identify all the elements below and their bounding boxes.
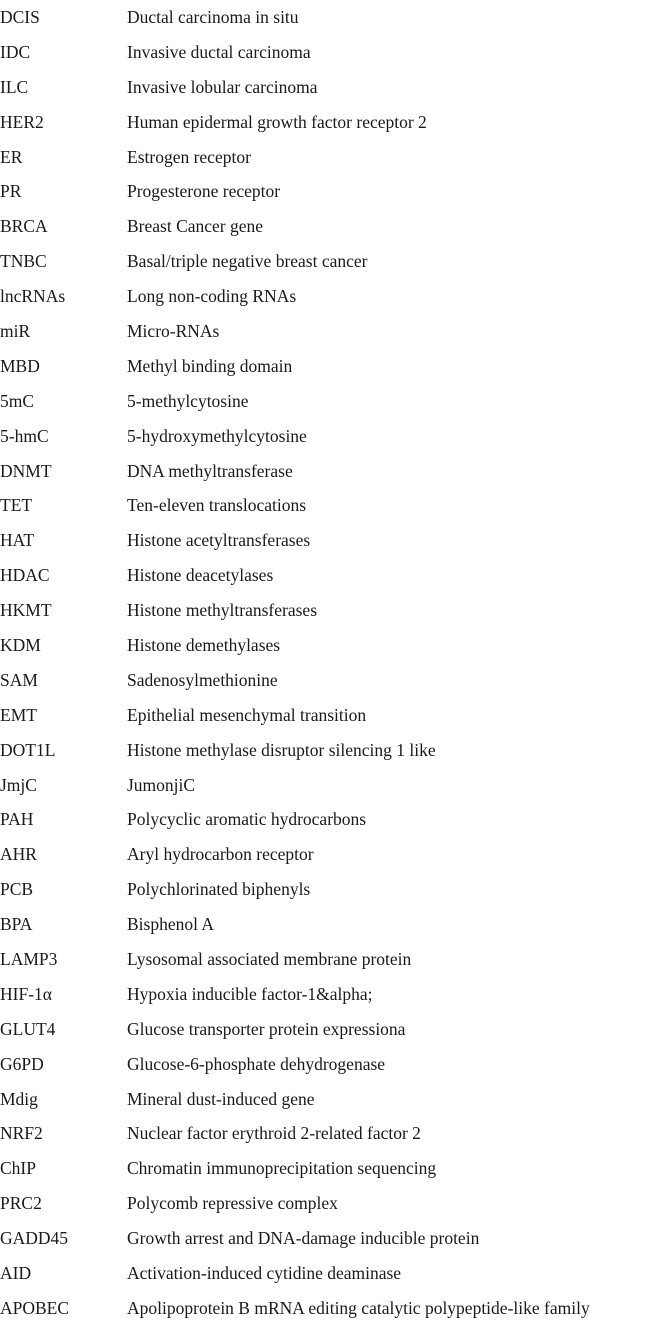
abbreviation-cell: JmjC	[0, 774, 37, 795]
table-row	[0, 977, 648, 1012]
definition-cell: Histone methyltransferases	[127, 600, 318, 621]
abbreviation-cell: lncRNAs	[0, 286, 66, 307]
abbreviation-cell: miR	[0, 320, 31, 341]
abbreviation-cell: 5-hmC	[0, 425, 49, 446]
abbreviation-cell: PRC2	[0, 1193, 42, 1214]
definition-cell: Polychlorinated biphenyls	[127, 879, 311, 900]
definition-cell: 5-methylcytosine	[127, 390, 249, 411]
table-row	[0, 698, 648, 733]
table-row	[0, 733, 648, 768]
definition-cell: Hypoxia inducible factor-1&alpha;	[127, 983, 373, 1004]
table-row	[0, 174, 648, 209]
abbreviation-cell: 5mC	[0, 390, 35, 411]
abbreviation-cell: SAM	[0, 669, 38, 690]
table-row	[0, 837, 648, 872]
table-row	[0, 1221, 648, 1256]
abbreviation-cell: IDC	[0, 41, 31, 62]
table-row	[0, 558, 648, 593]
definition-cell: Progesterone receptor	[127, 181, 281, 202]
definition-cell: Sadenosylmethionine	[127, 669, 278, 690]
table-row	[0, 105, 648, 140]
definition-cell: Breast Cancer gene	[127, 216, 264, 237]
definition-cell: Ductal carcinoma in situ	[127, 6, 299, 27]
definition-cell: Lysosomal associated membrane protein	[127, 948, 412, 969]
definition-cell: JumonjiC	[127, 774, 196, 795]
table-row	[0, 279, 648, 314]
abbreviation-cell: HER2	[0, 111, 44, 132]
abbreviation-cell: TNBC	[0, 251, 47, 272]
definition-cell: 5-hydroxymethylcytosine	[127, 425, 307, 446]
table-row	[0, 384, 648, 419]
definition-cell: Bisphenol A	[127, 914, 215, 935]
definition-cell: Chromatin immunoprecipitation sequencing	[127, 1158, 437, 1179]
definition-cell: Invasive lobular carcinoma	[127, 76, 318, 97]
abbreviation-cell: GADD45	[0, 1228, 69, 1249]
abbreviation-cell: HIF-1α	[0, 983, 52, 1004]
abbreviation-cell: HAT	[0, 530, 35, 551]
table-row	[0, 1291, 648, 1326]
table-row	[0, 1151, 648, 1186]
abbreviation-cell: BPA	[0, 914, 33, 935]
table-row	[0, 1256, 648, 1291]
abbreviation-cell: G6PD	[0, 1053, 44, 1074]
abbreviation-cell: DOT1L	[0, 739, 56, 760]
definition-cell: Nuclear factor erythroid 2-related factor 2	[127, 1123, 421, 1144]
table-row	[0, 942, 648, 977]
table-row	[0, 454, 648, 489]
abbreviation-cell: PCB	[0, 879, 34, 900]
definition-cell: Activation-induced cytidine deaminase	[127, 1263, 402, 1283]
abbreviation-cell: MBD	[0, 355, 40, 376]
table-row	[0, 70, 648, 105]
table-row	[0, 1186, 648, 1221]
table-row	[0, 35, 648, 70]
definition-cell: Epithelial mesenchymal transition	[127, 704, 367, 725]
definition-cell: Invasive ductal carcinoma	[127, 41, 311, 62]
abbreviation-cell: DCIS	[0, 6, 40, 27]
table-row	[0, 663, 648, 698]
abbreviation-cell: HKMT	[0, 600, 52, 621]
definition-cell: Aryl hydrocarbon receptor	[127, 844, 314, 865]
abbreviation-cell: LAMP3	[0, 948, 58, 969]
definition-cell: Glucose-6-phosphate dehydrogenase	[127, 1053, 386, 1074]
abbreviation-cell: ER	[0, 146, 23, 167]
abbreviation-cell: Mdig	[0, 1088, 38, 1109]
definition-cell: Histone methylase disruptor silencing 1 like	[127, 739, 436, 760]
definition-cell: Mineral dust-induced gene	[127, 1088, 315, 1109]
abbreviation-cell: KDM	[0, 634, 41, 655]
definition-cell: Ten-eleven translocations	[127, 495, 307, 516]
abbreviation-cell: NRF2	[0, 1123, 43, 1144]
abbreviation-cell: PR	[0, 181, 22, 202]
table-row	[0, 802, 648, 837]
table-row	[0, 523, 648, 558]
abbreviation-cell: PAH	[0, 809, 34, 830]
table-row	[0, 209, 648, 244]
table-row	[0, 1012, 648, 1047]
definition-cell: Human epidermal growth factor receptor 2	[127, 111, 427, 132]
definition-cell: Polycomb repressive complex	[127, 1193, 338, 1214]
abbreviation-cell: TET	[0, 495, 33, 516]
table-row	[0, 349, 648, 384]
abbreviation-cell: AID	[0, 1263, 32, 1283]
abbreviation-cell: DNMT	[0, 460, 52, 481]
definition-cell: Basal/triple negative breast cancer	[127, 251, 368, 272]
abbreviation-cell: HDAC	[0, 565, 50, 586]
definition-cell: Histone deacetylases	[127, 565, 274, 586]
definition-cell: Estrogen receptor	[127, 146, 251, 167]
table-row	[0, 593, 648, 628]
abbreviation-cell: APOBEC	[0, 1297, 70, 1318]
table-row	[0, 768, 648, 803]
definition-cell: Methyl binding domain	[127, 355, 293, 376]
table-row	[0, 907, 648, 942]
definition-cell: Histone demethylases	[127, 634, 281, 655]
table-row	[0, 140, 648, 175]
definition-cell: Glucose transporter protein expressiona	[127, 1018, 406, 1039]
abbreviation-cell: ILC	[0, 76, 29, 97]
table-row	[0, 1047, 648, 1082]
abbreviation-cell: AHR	[0, 844, 37, 865]
definition-cell: Growth arrest and DNA-damage inducible protein	[127, 1228, 480, 1249]
table-row	[0, 1117, 648, 1152]
definition-cell: Histone acetyltransferases	[127, 530, 311, 551]
table-row	[0, 628, 648, 663]
definition-cell: Micro-RNAs	[127, 320, 220, 341]
definition-cell: Polycyclic aromatic hydrocarbons	[127, 809, 367, 830]
abbreviation-cell: GLUT4	[0, 1018, 56, 1039]
table-row	[0, 314, 648, 349]
table-row	[0, 1082, 648, 1117]
abbreviation-cell: EMT	[0, 704, 37, 725]
definition-cell: Long non-coding RNAs	[127, 286, 297, 307]
definition-cell: Apolipoprotein B mRNA editing catalytic polypeptide-like family	[127, 1297, 590, 1318]
table-row	[0, 488, 648, 523]
table-row	[0, 872, 648, 907]
abbreviation-cell: ChIP	[0, 1158, 36, 1179]
table-row	[0, 419, 648, 454]
definition-cell: DNA methyltransferase	[127, 460, 293, 481]
abbreviation-cell: BRCA	[0, 216, 48, 237]
table-row	[0, 244, 648, 279]
table-row	[0, 0, 648, 35]
